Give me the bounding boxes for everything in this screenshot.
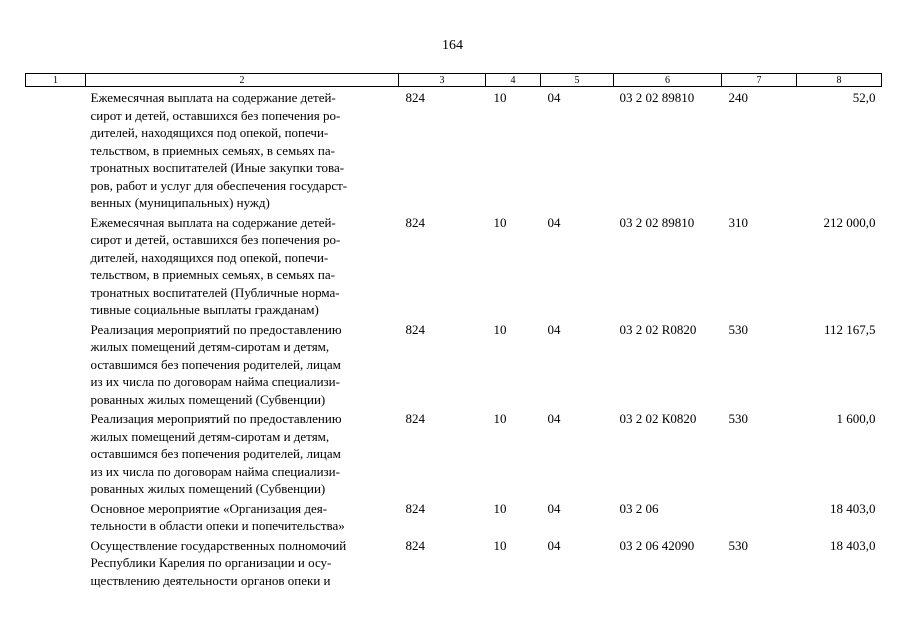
expense-name-cell bbox=[86, 408, 399, 498]
target-article-cell: 03 2 02 R0820 bbox=[619, 321, 697, 337]
expense-name-line: сирот и детей, оставшихся без попечения ро- bbox=[90, 232, 341, 247]
expense-name-line: жилых помещений детям-сиротам и детям, bbox=[90, 428, 330, 444]
expense-name-line: рованных жилых помещений (Субвенции) bbox=[90, 391, 326, 407]
column-header: 7 bbox=[722, 74, 797, 87]
subsection-code-cell: 04 bbox=[547, 90, 561, 105]
ministry-code-cell: 824 bbox=[405, 90, 425, 105]
expense-name-line: тронатных воспитателей (Иные закупки това- bbox=[90, 160, 345, 175]
subsection-code-cell: 04 bbox=[547, 214, 561, 230]
expense-name-cell bbox=[86, 319, 399, 409]
amount-cell: 18 403,0 bbox=[830, 537, 876, 553]
expense-name-line: дителей, находящихся под опекой, попечи- bbox=[90, 249, 329, 265]
row-number-cell bbox=[26, 319, 86, 409]
expense-name-line: тивные социальные выплаты гражданам) bbox=[90, 302, 319, 317]
section-code-cell: 10 bbox=[493, 537, 507, 553]
subsection-code-cell: 04 bbox=[547, 321, 561, 337]
column-header: 6 bbox=[614, 74, 722, 87]
expense-name-line: тельности в области опеки и попечительства» bbox=[90, 518, 345, 533]
expense-name-cell bbox=[86, 212, 399, 319]
ministry-code-cell: 824 bbox=[405, 214, 425, 230]
column-number-header-row bbox=[26, 74, 882, 87]
row-number-cell bbox=[26, 87, 86, 212]
expense-type-cell bbox=[722, 498, 797, 535]
page-number: 164 bbox=[442, 38, 463, 53]
target-article-cell: 03 2 02 К0820 bbox=[619, 411, 697, 426]
table-row bbox=[26, 319, 882, 409]
column-header: 2 bbox=[86, 74, 399, 87]
expense-type-cell: 530 bbox=[728, 537, 748, 553]
table-body bbox=[26, 87, 882, 590]
expense-name-line: тельством, в приемных семьях, в семьях па- bbox=[90, 142, 335, 158]
expense-type-cell: 310 bbox=[728, 214, 748, 230]
expense-name-line: Реализация мероприятий по предоставлению bbox=[90, 321, 342, 337]
table-row bbox=[26, 212, 882, 319]
column-header: 8 bbox=[797, 74, 882, 87]
section-code-cell: 10 bbox=[493, 214, 507, 230]
expense-name-line: из их числа по договорам найма специализи- bbox=[90, 374, 340, 389]
ministry-code-cell: 824 bbox=[405, 321, 425, 337]
expense-type-cell: 240 bbox=[728, 90, 748, 105]
expense-name-line: тельством, в приемных семьях, в семьях па- bbox=[90, 267, 335, 282]
amount-cell: 52,0 bbox=[852, 90, 876, 105]
expense-name-cell bbox=[86, 535, 399, 590]
expense-name-line: Ежемесячная выплата на содержание детей- bbox=[90, 90, 336, 105]
expense-type-cell: 530 bbox=[728, 411, 748, 426]
ministry-code-cell: 824 bbox=[405, 411, 425, 426]
subsection-code-cell: 04 bbox=[547, 500, 561, 516]
row-number-cell bbox=[26, 408, 86, 498]
expense-name-line: ров, работ и услуг для обеспечения государст- bbox=[90, 177, 348, 193]
expense-name-line: ществлению деятельности органов опеки и bbox=[90, 572, 331, 588]
amount-cell: 212 000,0 bbox=[823, 214, 876, 230]
budget-table bbox=[25, 73, 882, 589]
row-number-cell bbox=[26, 498, 86, 535]
amount-cell: 18 403,0 bbox=[830, 500, 876, 516]
expense-name-line: из их числа по договорам найма специализи- bbox=[90, 463, 340, 479]
ministry-code-cell: 824 bbox=[405, 500, 425, 516]
target-article-cell: 03 2 06 42090 bbox=[619, 537, 695, 553]
expense-name-line: Основное мероприятие «Организация дея- bbox=[90, 500, 328, 516]
expense-name-line: Ежемесячная выплата на содержание детей- bbox=[90, 214, 336, 230]
expense-name-line: сирот и детей, оставшихся без попечения ро- bbox=[90, 107, 341, 123]
expense-name-line: оставшимся без попечения родителей, лицам bbox=[90, 356, 341, 372]
section-code-cell: 10 bbox=[493, 500, 507, 516]
expense-name-line: Республики Карелия по организации и осу- bbox=[90, 555, 332, 570]
expense-name-line: Осуществление государственных полномочий bbox=[90, 537, 347, 553]
column-header: 5 bbox=[541, 74, 614, 87]
expense-name-line: оставшимся без попечения родителей, лицам bbox=[90, 446, 341, 461]
amount-cell: 112 167,5 bbox=[823, 321, 876, 337]
section-code-cell: 10 bbox=[493, 411, 507, 426]
expense-name-cell bbox=[86, 498, 399, 535]
subsection-code-cell: 04 bbox=[547, 411, 561, 426]
column-header: 4 bbox=[486, 74, 541, 87]
row-number-cell bbox=[26, 535, 86, 590]
expense-name-line: венных (муниципальных) нужд) bbox=[90, 195, 270, 210]
expense-name-line: дителей, находящихся под опекой, попечи- bbox=[90, 125, 329, 140]
row-number-cell bbox=[26, 212, 86, 319]
expense-name-line: тронатных воспитателей (Публичные норма- bbox=[90, 284, 340, 300]
target-article-cell: 03 2 02 89810 bbox=[619, 214, 695, 230]
section-code-cell: 10 bbox=[493, 321, 507, 337]
expense-type-cell: 530 bbox=[728, 321, 748, 337]
column-header: 3 bbox=[399, 74, 486, 87]
subsection-code-cell: 04 bbox=[547, 537, 561, 553]
target-article-cell: 03 2 06 bbox=[619, 500, 659, 516]
expense-name-line: рованных жилых помещений (Субвенции) bbox=[90, 481, 326, 496]
expense-name-cell bbox=[86, 87, 399, 212]
table-row bbox=[26, 535, 882, 590]
table-row bbox=[26, 87, 882, 212]
expense-name-line: Реализация мероприятий по предоставлению bbox=[90, 411, 342, 426]
amount-cell: 1 600,0 bbox=[836, 411, 876, 426]
column-header: 1 bbox=[26, 74, 86, 87]
table-row bbox=[26, 498, 882, 535]
expense-name-line: жилых помещений детям-сиротам и детям, bbox=[90, 339, 330, 354]
section-code-cell: 10 bbox=[493, 90, 507, 105]
target-article-cell: 03 2 02 89810 bbox=[619, 90, 695, 105]
table-row bbox=[26, 408, 882, 498]
ministry-code-cell: 824 bbox=[405, 537, 425, 553]
